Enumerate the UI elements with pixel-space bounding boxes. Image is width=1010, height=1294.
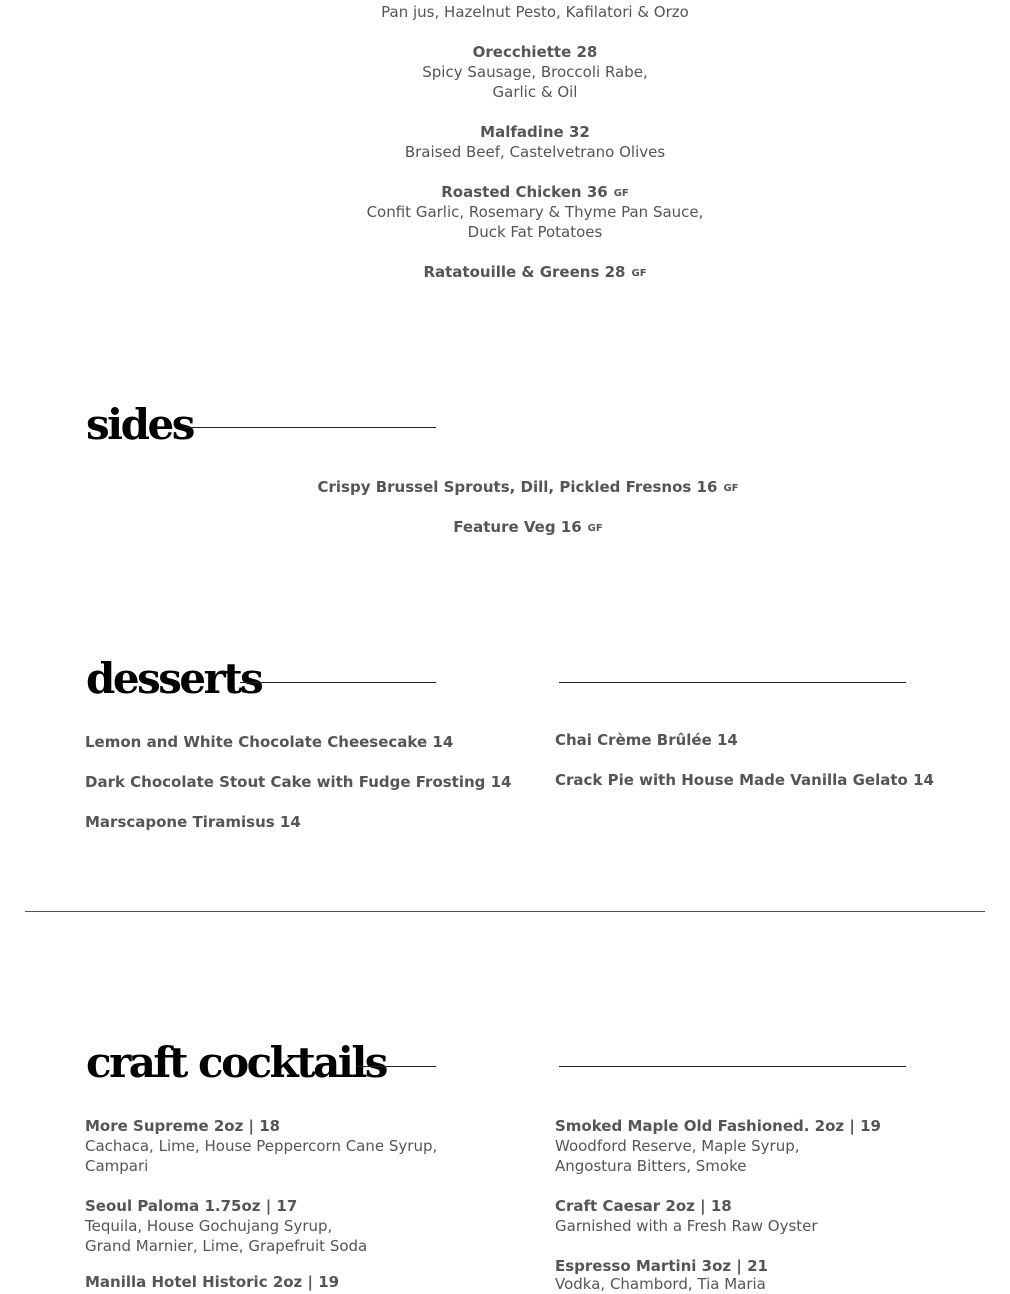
- menu-item-title: Malfadine 32: [480, 123, 590, 141]
- menu-item-title: Marscapone Tiramisus 14: [85, 813, 301, 831]
- heading-rule: [357, 1066, 436, 1067]
- section-heading-desserts: desserts: [86, 654, 262, 703]
- heading-rule: [186, 427, 436, 428]
- menu-item-title-row: [0, 262, 1010, 285]
- menu-item-title: Craft Caesar 2oz | 18: [555, 1197, 732, 1215]
- menu-item-title: Crispy Brussel Sprouts, Dill, Pickled Fresnos 16: [317, 478, 718, 496]
- menu-item-title-row: [0, 477, 1010, 500]
- menu-item-description: Pan jus, Hazelnut Pesto, Kafilatori & Orzo: [381, 3, 689, 21]
- menu-item-description: Braised Beef, Castelvetrano Olives: [404, 143, 666, 161]
- menu-item-title: More Supreme 2oz | 18: [85, 1117, 281, 1135]
- menu-item-title: Orecchiette 28: [472, 43, 598, 61]
- heading-rule-right: [559, 1066, 906, 1067]
- menu-item-description: Angostura Bitters, Smoke: [555, 1157, 747, 1175]
- gluten-free-badge: GF: [723, 483, 739, 494]
- section-heading-cocktails: craft cocktails: [86, 1038, 386, 1087]
- menu-item-description: Woodford Reserve, Maple Syrup,: [555, 1137, 800, 1155]
- menu-item-title: Seoul Paloma 1.75oz | 17: [85, 1197, 298, 1215]
- menu-item-description: Campari: [85, 1157, 149, 1175]
- menu-item-title: Crack Pie with House Made Vanilla Gelato 14: [555, 771, 934, 789]
- menu-item-description: Cachaca, Lime, House Peppercorn Cane Syrup,: [85, 1137, 438, 1155]
- gluten-free-badge: GF: [613, 188, 629, 199]
- menu-item-title: Ratatouille & Greens 28: [423, 263, 626, 281]
- menu-item-description: Spicy Sausage, Broccoli Rabe,: [422, 63, 648, 81]
- menu-item-description: Tequila, House Gochujang Syrup,: [85, 1217, 333, 1235]
- menu-item-description: Confit Garlic, Rosemary & Thyme Pan Sauce,: [366, 203, 704, 221]
- menu-item-description: Vodka, Chambord, Tia Maria: [555, 1275, 766, 1293]
- gluten-free-badge: GF: [631, 268, 647, 279]
- gluten-free-badge: GF: [587, 523, 603, 534]
- heading-rule: [240, 682, 436, 683]
- section-heading-sides: sides: [86, 400, 193, 449]
- menu-item-title: Feature Veg 16: [453, 518, 582, 536]
- menu-item-description: Garlic & Oil: [492, 83, 578, 101]
- menu-item-title: Dark Chocolate Stout Cake with Fudge Frosting 14: [85, 773, 512, 791]
- menu-item-description: Garnished with a Fresh Raw Oyster: [555, 1217, 818, 1235]
- menu-item-description: Duck Fat Potatoes: [467, 223, 603, 241]
- page-divider: [25, 911, 985, 912]
- menu-item-title-row: [0, 517, 1010, 540]
- menu-item-title: Smoked Maple Old Fashioned. 2oz | 19: [555, 1117, 881, 1135]
- menu-item-description: Grand Marnier, Lime, Grapefruit Soda: [85, 1237, 368, 1255]
- heading-rule-right: [559, 682, 906, 683]
- menu-item-title: Manilla Hotel Historic 2oz | 19: [85, 1273, 340, 1291]
- menu-item-title: Lemon and White Chocolate Cheesecake 14: [85, 733, 454, 751]
- menu-item-title: Chai Crème Brûlée 14: [555, 731, 738, 749]
- menu-item-title: Espresso Martini 3oz | 21: [555, 1257, 768, 1275]
- menu-item-title: Roasted Chicken 36: [441, 183, 608, 201]
